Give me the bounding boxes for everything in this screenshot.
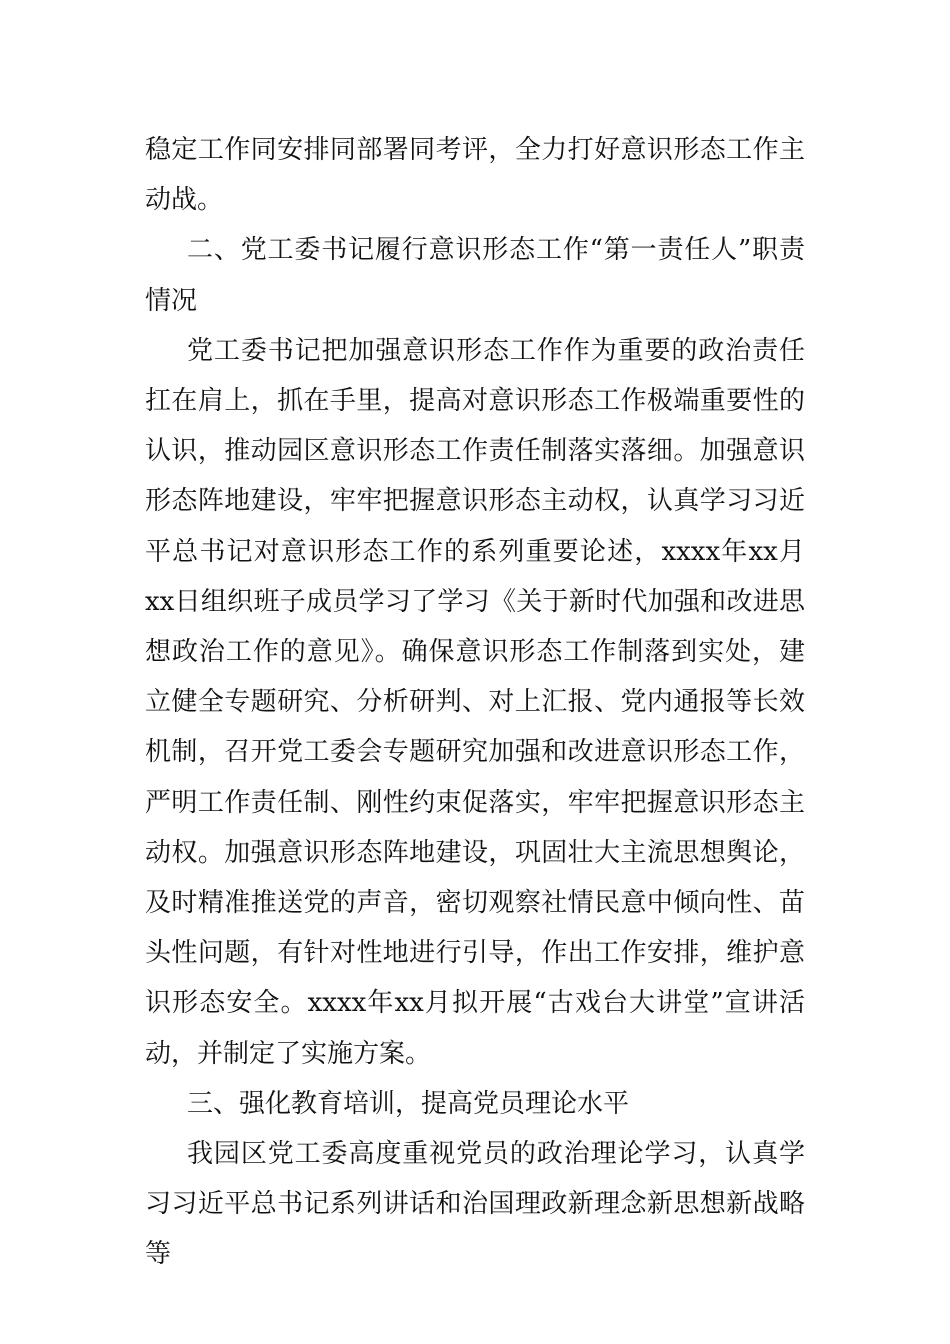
- section-heading-2: 二、党工委书记履行意识形态工作“第一责任人”职责情况: [145, 235, 805, 316]
- document-body: [145, 125, 805, 1280]
- paragraph-secretary-duties: 党工委书记把加强意识形态工作作为重要的政治责任扛在肩上，抓在手里，提高对意识形态工作极端重要性的认识，推动园区意识形态工作责任制落实落细。加强意识形态阵地建设，牢牢把握意识形态主动权，认真学习习近平总书记对意识形态工作的系列重要论述，xxxx年xx月xx日组织班子成员学习了学习《关于新时代加强和改进思想政治工作的意见》。确保意识形态工作制落到实处，建立健全专题研究、分析研判、对上汇报、党内通报等长效机制，召开党工委会专题研究加强和改进意识形态工作，严明工作责任制、刚性约束促落实，牢牢把握意识形态主动权。加强意识形态阵地建设，巩固壮大主流思想舆论，及时精准推送党的声音，密切观察社情民意中倾向性、苗头性问题，有针对性地进行引导，作出工作安排，维护意识形态安全。xxxx年xx月拟开展“古戏台大讲堂”宣讲活动，并制定了实施方案。: [145, 335, 805, 1069]
- paragraph-education-training: 我园区党工委高度重视党员的政治理论学习，认真学习习近平总书记系列讲话和治国理政新理念新思想新战略等: [145, 1139, 805, 1270]
- paragraph-continuation: 稳定工作同安排同部署同考评，全力打好意识形态工作主动战。: [145, 135, 805, 216]
- section-heading-3: 三、强化教育培训，提高党员理论水平: [187, 1088, 630, 1119]
